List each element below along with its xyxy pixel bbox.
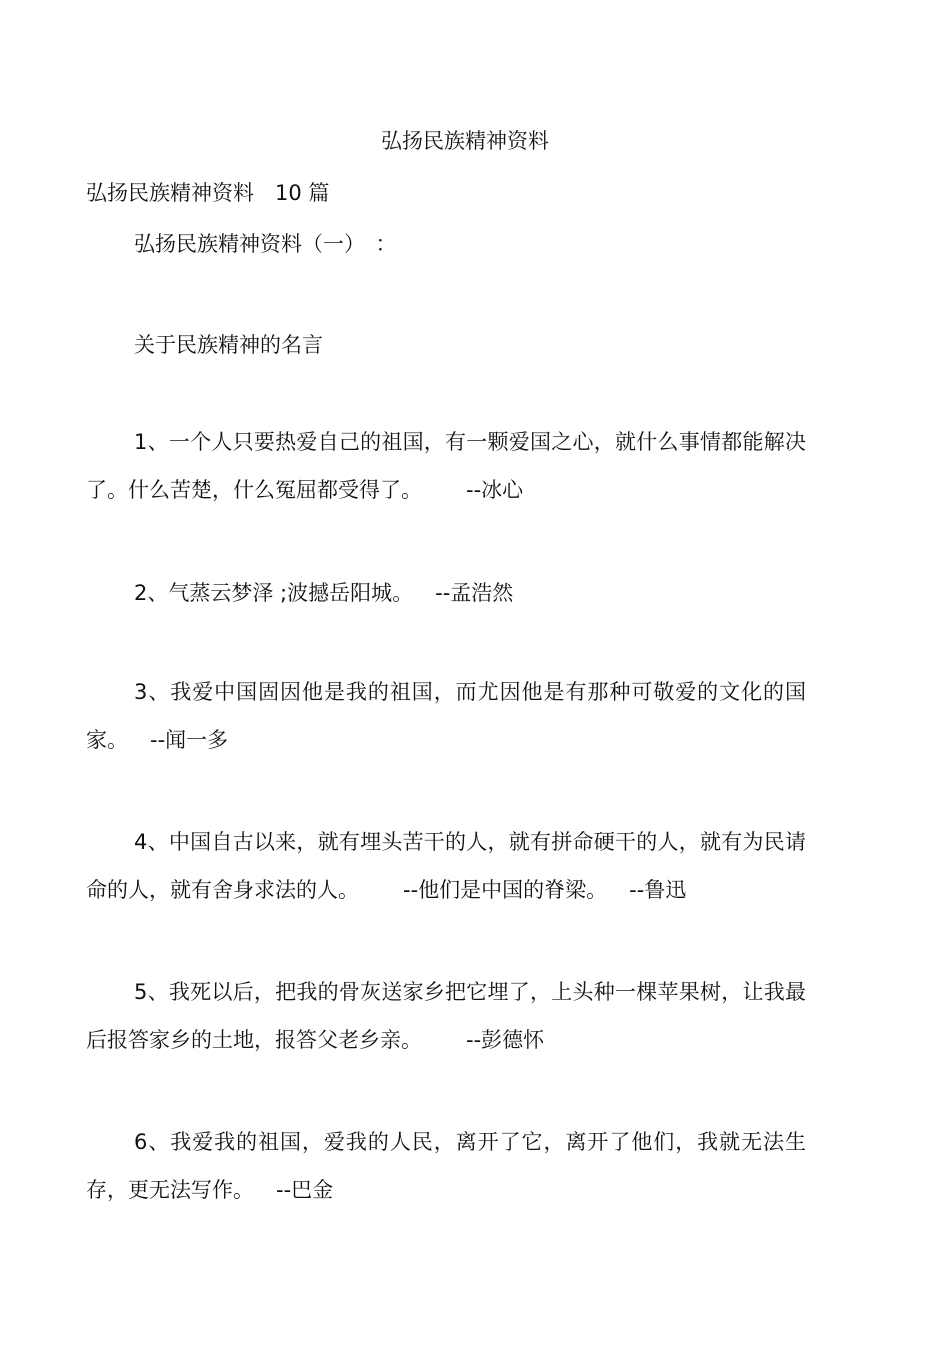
quote-paragraph <box>86 569 806 617</box>
quote-author: --巴金 <box>276 1178 334 1202</box>
quote-middle: --他们是中国的脊梁。 <box>403 878 608 902</box>
quote-author: --鲁迅 <box>629 878 687 902</box>
quote-paragraph <box>86 818 806 914</box>
quote-text: 4、中国自古以来，就有埋头苦干的人，就有拼命硬干的人，就有为民请命的人，就有舍身求法的人。 <box>86 830 806 902</box>
quote-author: --彭德怀 <box>466 1028 545 1052</box>
quote-paragraph <box>86 1118 806 1214</box>
document-title: 弘扬民族精神资料 <box>381 129 549 153</box>
quote-author: --闻一多 <box>150 728 229 752</box>
quote-author: --孟浩然 <box>435 581 514 605</box>
section-heading: 关于民族精神的名言 <box>134 333 323 357</box>
quote-text: 5、我死以后，把我的骨灰送家乡把它埋了，上头种一棵苹果树，让我最后报答家乡的土地，报答父老乡亲。 <box>86 980 806 1052</box>
quote-text: 3、我爱中国固因他是我的祖国，而尤因他是有那种可敬爱的文化的国家。 <box>86 680 806 752</box>
quote-author: --冰心 <box>466 478 524 502</box>
quote-text: 6、我爱我的祖国，爱我的人民，离开了它，离开了他们，我就无法生存，更无法写作。 <box>86 1130 806 1202</box>
document-subtitle: 弘扬民族精神资料 10 篇 <box>86 181 330 205</box>
quote-paragraph <box>86 968 806 1064</box>
quote-text: 1、一个人只要热爱自己的祖国，有一颗爱国之心，就什么事情都能解决了。什么苦楚，什么冤屈都受得了。 <box>86 430 806 502</box>
quote-text: 2、气蒸云梦泽 ;波撼岳阳城。 <box>134 581 414 605</box>
part-heading: 弘扬民族精神资料（一） ： <box>134 232 397 256</box>
quote-paragraph <box>86 668 806 764</box>
quote-paragraph <box>86 418 806 514</box>
